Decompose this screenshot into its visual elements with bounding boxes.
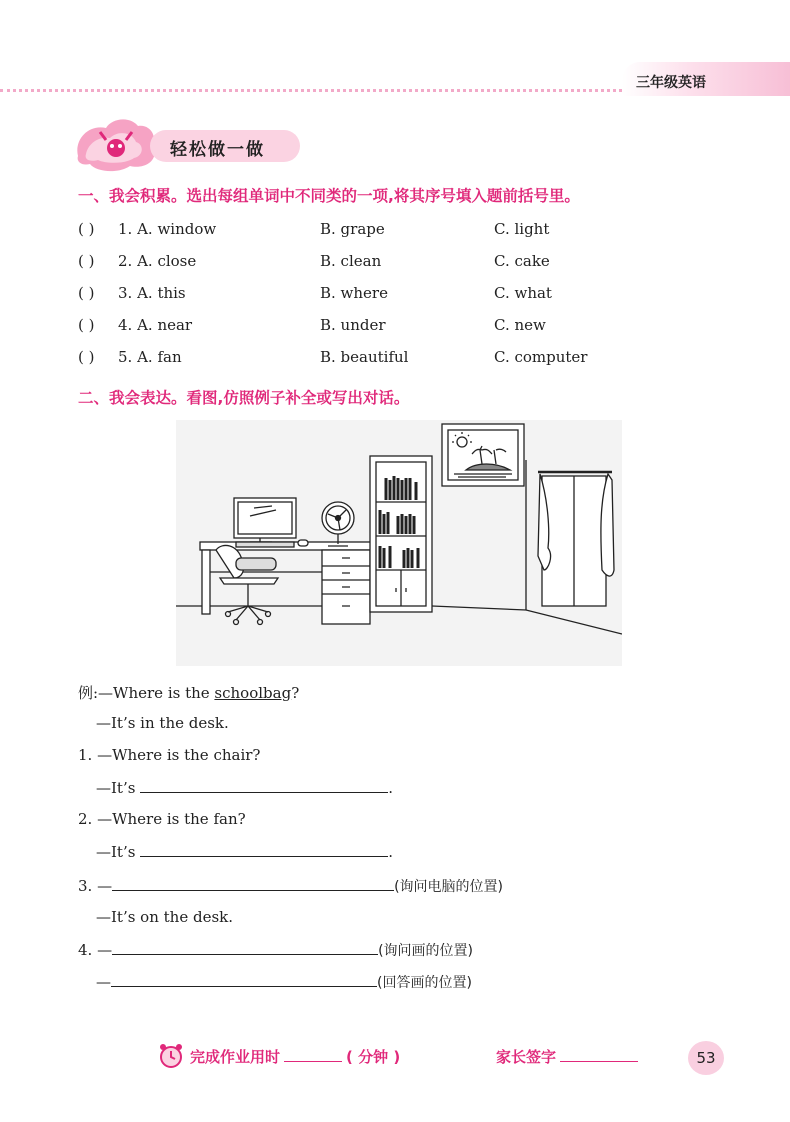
minutes-label: ( 分钟 ): [346, 1048, 401, 1066]
answer-paren[interactable]: ( ): [78, 252, 95, 270]
option-b: B. beautiful: [320, 348, 409, 366]
example-answer: —It’s in the desk.: [96, 714, 229, 732]
q2-answer-blank[interactable]: [140, 842, 388, 857]
sign-label: 家长签字: [496, 1048, 557, 1066]
question-row-2: [78, 252, 678, 276]
question-row-3: [78, 284, 678, 308]
option-a: 5. A. fan: [118, 348, 182, 366]
q4-question-line: [78, 940, 473, 960]
picture-frame: [442, 424, 524, 486]
q3-hint: (询问电脑的位置): [394, 879, 504, 895]
q2-question: 2. —Where is the fan?: [78, 810, 246, 828]
q4-question-blank[interactable]: [112, 940, 378, 955]
option-a: 1. A. window: [118, 220, 217, 238]
time-label: 完成作业用时: [190, 1048, 281, 1066]
window: [538, 472, 614, 606]
q2-answer-line: —It’s .: [96, 843, 393, 861]
q4-hint-answer: (回答画的位置): [377, 975, 472, 991]
alarm-clock-icon: [158, 1042, 184, 1070]
sign-blank[interactable]: [560, 1047, 638, 1062]
banner-title: 轻松做一做: [170, 140, 265, 160]
option-c: C. what: [494, 284, 552, 302]
header-dotted-line: [0, 89, 622, 92]
option-c: C. new: [494, 316, 546, 334]
bookshelf: [370, 456, 432, 612]
q4-answer-prefix: —: [96, 973, 111, 991]
page-number: 53: [688, 1041, 724, 1075]
q1-answer-blank[interactable]: [140, 778, 388, 793]
option-a: 4. A. near: [118, 316, 193, 334]
option-c: C. light: [494, 220, 550, 238]
option-a: 3. A. this: [118, 284, 186, 302]
parent-signature: [496, 1046, 638, 1067]
option-b: B. under: [320, 316, 386, 334]
option-c: C. computer: [494, 348, 588, 366]
answer-paren[interactable]: ( ): [78, 284, 95, 302]
q2-answer-prefix: —It’s: [96, 843, 136, 861]
q4-answer-blank[interactable]: [111, 972, 377, 987]
option-b: B. grape: [320, 220, 385, 238]
crab-icon: [72, 114, 162, 176]
option-b: B. clean: [320, 252, 382, 270]
header-title: 三年级英语: [636, 75, 706, 91]
section-banner: [72, 114, 304, 176]
example-prefix: 例:—Where is the: [78, 684, 215, 702]
answer-paren[interactable]: ( ): [78, 220, 95, 238]
section2-title: 二、我会表达。看图,仿照例子补全或写出对话。: [78, 389, 410, 407]
example-suffix: ?: [291, 684, 300, 702]
question-row-5: [78, 348, 678, 372]
q3-answer: —It’s on the desk.: [96, 908, 234, 926]
q1-answer-prefix: —It’s: [96, 779, 136, 797]
time-blank[interactable]: [284, 1047, 342, 1062]
answer-paren[interactable]: ( ): [78, 348, 95, 366]
q1-question: 1. —Where is the chair?: [78, 746, 261, 764]
question-row-4: [78, 316, 678, 340]
option-a: 2. A. close: [118, 252, 197, 270]
room-illustration: [176, 420, 622, 666]
q4-answer-line: [96, 972, 472, 992]
option-b: B. where: [320, 284, 388, 302]
answer-paren[interactable]: ( ): [78, 316, 95, 334]
section1-title: 一、我会积累。选出每组单词中不同类的一项,将其序号填入题前括号里。: [78, 187, 580, 205]
question-row-1: [78, 220, 678, 244]
q1-answer-line: —It’s .: [96, 779, 393, 797]
q3-prefix: 3. —: [78, 877, 113, 895]
q4-prefix: 4. —: [78, 941, 113, 959]
q3-question-blank[interactable]: [112, 876, 394, 891]
q3-question-line: [78, 876, 503, 896]
time-spent: [190, 1046, 400, 1067]
option-c: C. cake: [494, 252, 550, 270]
q4-hint-question: (询问画的位置): [378, 943, 474, 959]
example-word: schoolbag: [214, 684, 292, 702]
example-question: [78, 682, 299, 703]
